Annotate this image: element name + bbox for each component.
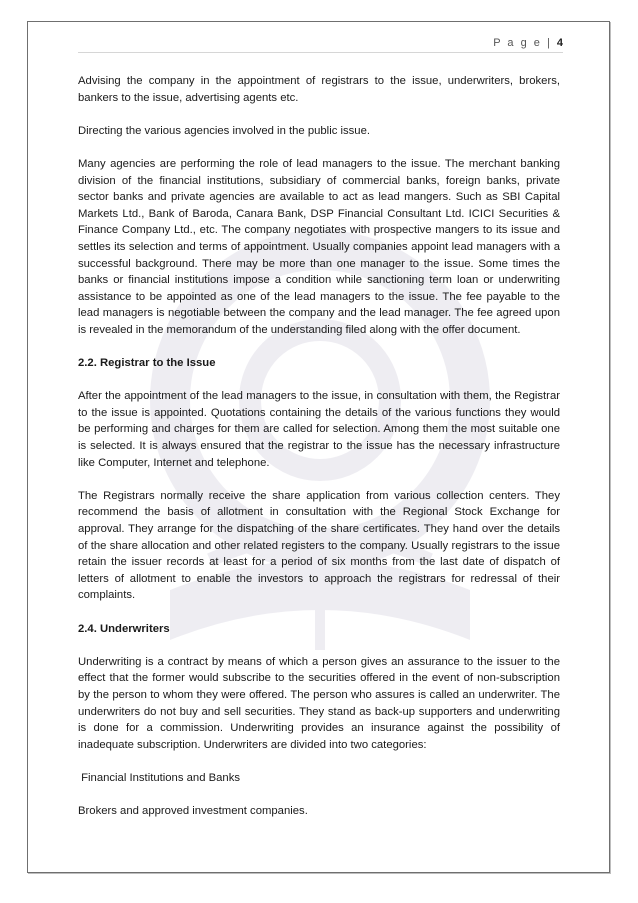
document-body (78, 73, 560, 836)
paragraph-advising: Advising the company in the appointment of registrars to the issue, underwriters, brokers, bankers to the issue, advertising agents etc. (78, 75, 560, 104)
page-header (78, 37, 563, 49)
heading-underwriters: 2.4. Underwriters (78, 622, 170, 635)
heading-registrar: 2.2. Registrar to the Issue (78, 357, 216, 370)
header-divider (78, 52, 563, 53)
paragraph-lead-managers: Many agencies are performing the role of lead managers to the issue. The merchant banking division of the financial institutions, subsidiary of commercial banks, foreign banks, private sector banks and private agencies are available to act as lead mangers. Such as SBI Capital Markets Ltd., Bank of Baroda, Canara Bank, DSP Financial Consultant Ltd. ICICI Securities & Finance Company Ltd., etc. The company negotiates with prospective mangers to its issue and settles its selection and terms of appointment. Usually companies appoint lead managers with a successful background. There may be more than one manager to the issue. Some times the banks or financial institutions impose a condition while sanctioning term loan or underwriting assistance to be appointed as one of the lead managers to the issue. The fee payable to the lead managers is negotiable between the company and the lead manager. The fee agreed upon is revealed in the memorandum of the understanding filed along with the offer document. (78, 157, 560, 336)
page-separator: | (546, 37, 552, 49)
paragraph-underwriting: Underwriting is a contract by means of which a person gives an assurance to the issuer to the effect that the former would subscribe to the securities offered in the event of non-subscription by the person to whom they were offered. The person who assures is called an underwriter. The underwriters do not buy and sell securities. They stand as back-up supporters and underwriting is done for a commission. Underwriting provides an insurance against the possibility of inadequate subscription. Underwriters are divided into two categories: (78, 655, 560, 751)
list-item-financial-institutions: Financial Institutions and Banks (78, 771, 241, 784)
paragraph-registrar-duties: The Registrars normally receive the share application from various collection centers. They recommend the basis of allotment in consultation with the Regional Stock Exchange for approval. They arrange for the dispatching of the share certificates. They hand over the details of the share allocation and other related registers to the company. Usually registrars to the issue retain the issuer records at least for a period of six months from the last date of dispatch of letters of allotment to enable the investors to approach the registrars for redressal of their complaints. (78, 489, 560, 602)
paragraph-directing: Directing the various agencies involved in the public issue. (78, 124, 370, 137)
page-number: 4 (556, 37, 563, 49)
page-label: P a g e (493, 37, 542, 49)
paragraph-registrar-appointment: After the appointment of the lead managers to the issue, in consultation with them, the Registrar to the issue is appointed. Quotations containing the details of the various functions they would be performing and charges for them are called for selection. Among them the most suitable one is selected. It is always ensured that the registrar to the issue has the necessary infrastructure like Computer, Internet and telephone. (78, 390, 560, 469)
list-item-brokers: Brokers and approved investment companies. (78, 805, 308, 818)
